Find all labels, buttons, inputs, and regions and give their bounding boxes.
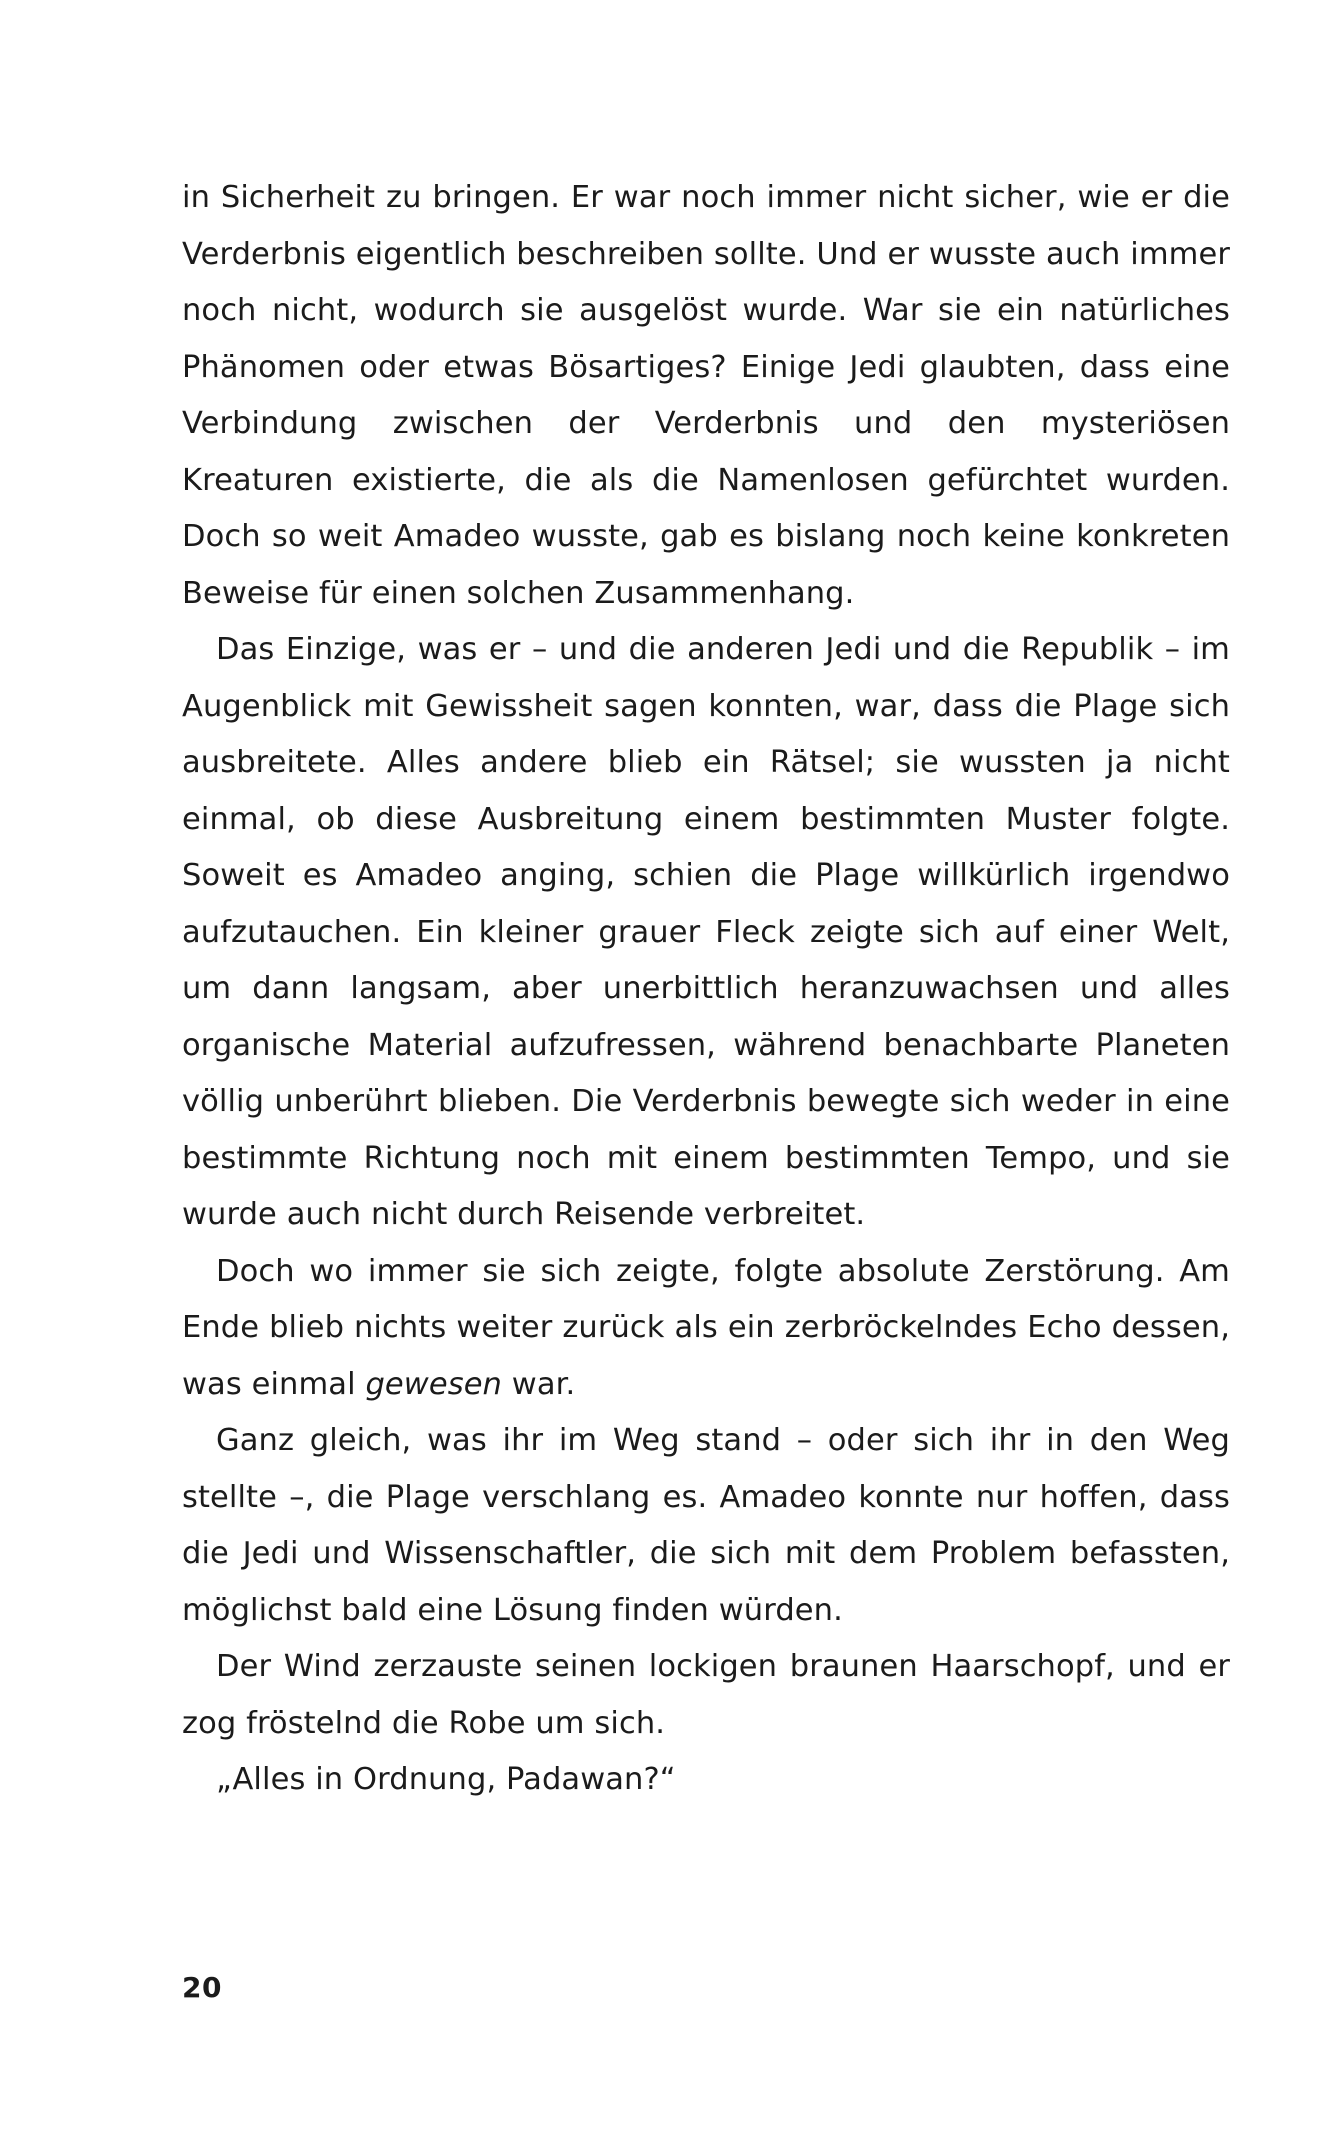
paragraph-3-italic-word: gewesen [365, 1366, 502, 1402]
paragraph-3-text-before-italic: Doch wo immer sie sich zeigte, folgte absolute Zerstörung. Am Ende blieb nichts weiter zurück als ein zerbröckelndes Echo dessen, was einmal [182, 1253, 1230, 1402]
paragraph-3 [182, 1244, 1230, 1414]
paragraph-5: Der Wind zerzauste seinen lockigen braunen Haarschopf, und er zog fröstelnd die Robe um sich. [182, 1649, 1230, 1741]
paragraph-4: Ganz gleich, was ihr im Weg stand – oder sich ihr in den Weg stellte –, die Plage verschlang es. Amadeo konnte nur hoffen, dass die Jedi und Wissenschaftler, die sich mit dem Problem befassten, möglichst bald eine Lösung finden würden. [182, 1423, 1230, 1628]
paragraph-2: Das Einzige, was er – und die anderen Jedi und die Republik – im Augenblick mit Gewissheit sagen konnten, war, dass die Plage sich ausbreitete. Alles andere blieb ein Rätsel; sie wussten ja nicht einmal, ob diese Ausbreitung einem bestimmten Muster folgte. Soweit es Amadeo anging, schien die Plage willkürlich irgendwo aufzutauchen. Ein kleiner grauer Fleck zeigte sich auf einer Welt, um dann langsam, aber unerbittlich heranzuwachsen und alles organische Material aufzufressen, während benachbarte Planeten völlig unberührt blieben. Die Verderbnis bewegte sich weder in eine bestimmte Richtung noch mit einem bestimmten Tempo, und sie wurde auch nicht durch Reisende verbreitet. [182, 632, 1230, 1232]
page-body [182, 170, 1230, 1809]
paragraph-6: „Alles in Ordnung, Padawan?“ [216, 1762, 676, 1797]
page-number: 20 [182, 1971, 222, 2004]
paragraph-3-text-after-italic: war. [502, 1366, 576, 1402]
paragraph-1: in Sicherheit zu bringen. Er war noch immer nicht sicher, wie er die Verderbnis eigentlich beschreiben sollte. Und er wusste auch immer noch nicht, wodurch sie ausgelöst wurde. War sie ein natürliches Phänomen oder etwas Bösartiges? Einige Jedi glaubten, dass eine Verbindung zwischen der Verderbnis und den mysteriösen Kreaturen existierte, die als die Namenlosen gefürchtet wurden. Doch so weit Amadeo wusste, gab es bislang noch keine konkreten Beweise für einen solchen Zusammenhang. [182, 180, 1230, 611]
